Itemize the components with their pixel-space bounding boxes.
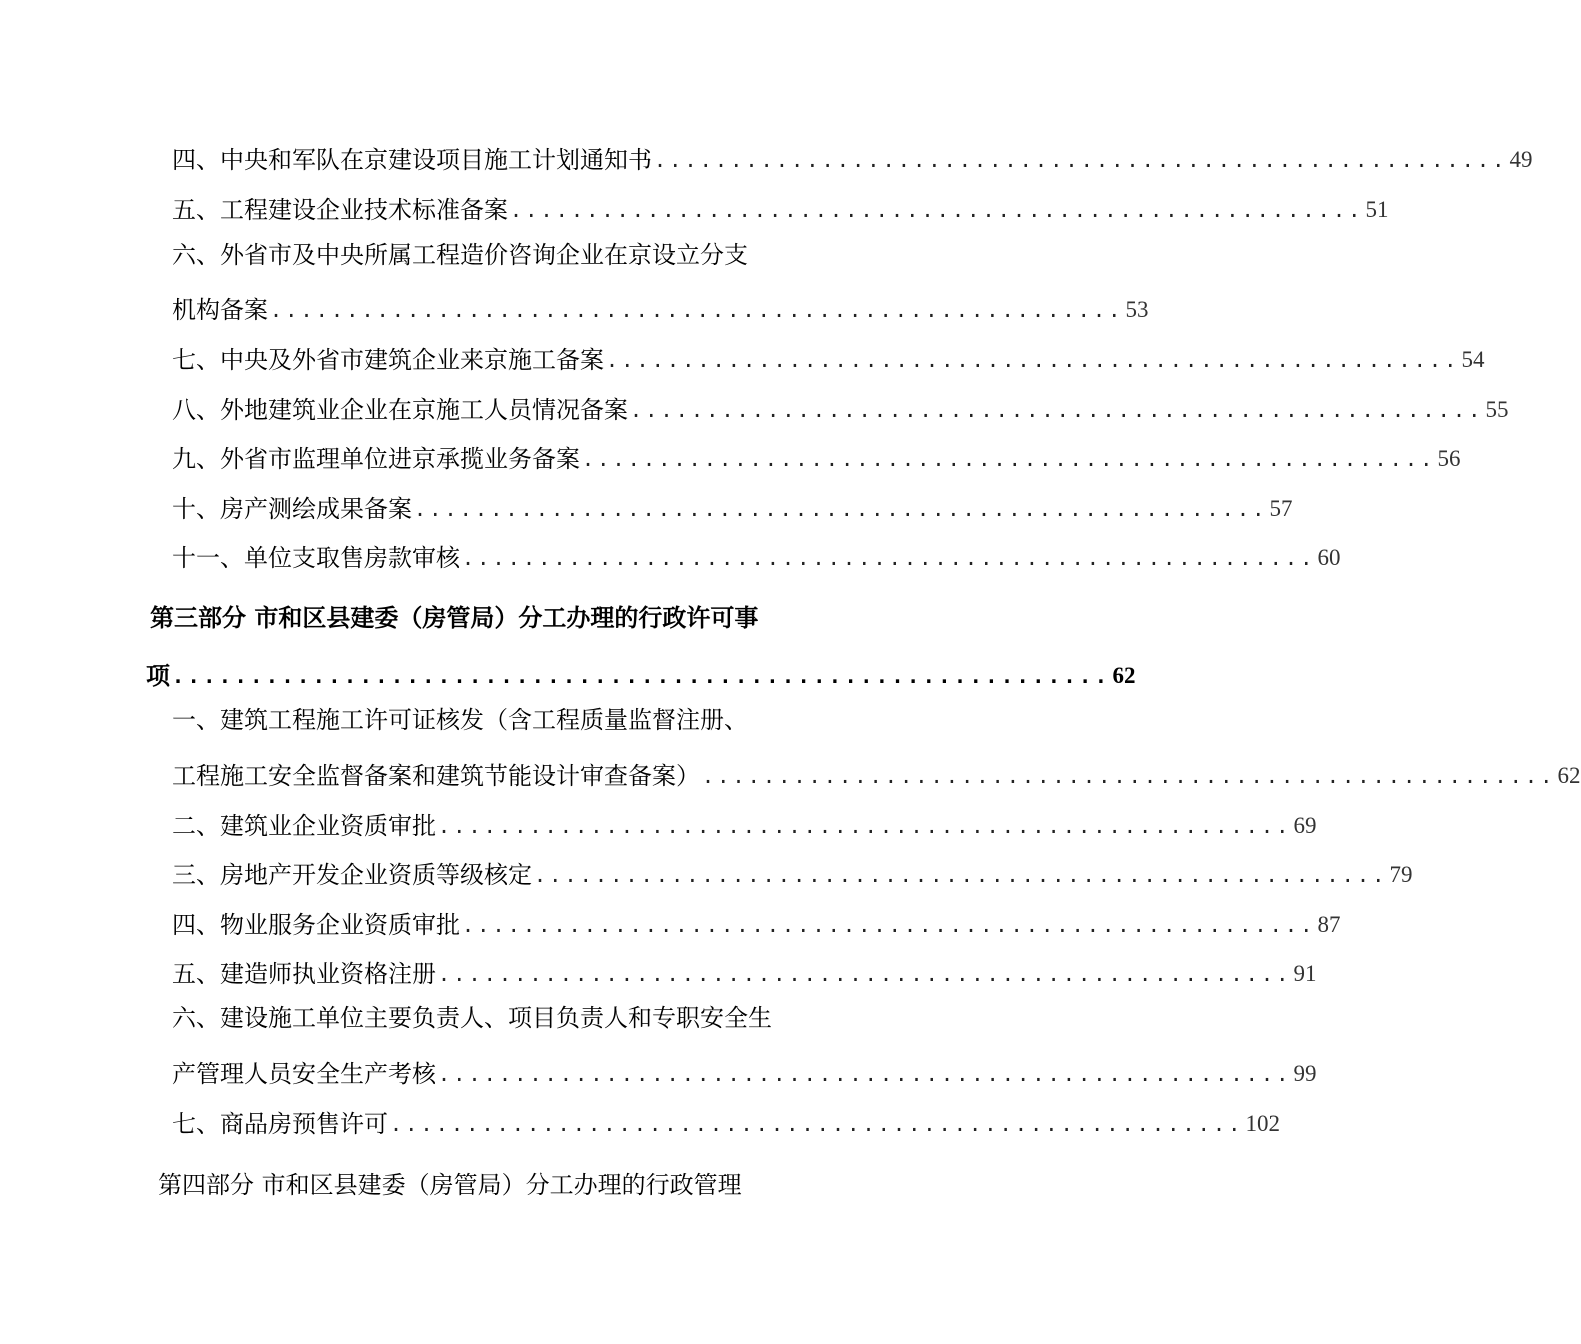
toc-entry[interactable] <box>172 385 1509 425</box>
toc-entry[interactable] <box>172 434 1461 474</box>
toc-entry-title: 四、物业服务企业资质审批 <box>172 911 460 939</box>
dot-leader: ........................................................ <box>510 198 1364 222</box>
dot-leader: ........................................................ <box>582 447 1436 471</box>
toc-entry-page: 62 <box>1557 763 1581 788</box>
dot-leader: ........................................................ <box>438 962 1292 986</box>
toc-entry-title: 五、建造师执业资格注册 <box>172 960 436 988</box>
toc-entry[interactable] <box>172 135 1533 175</box>
toc-entry-title: 工程施工安全监督备案和建筑节能设计审查备案） <box>172 762 700 790</box>
toc-entry[interactable] <box>172 484 1293 524</box>
toc-entry-title: 机构备案 <box>172 296 268 324</box>
toc-entry-page: 99 <box>1293 1061 1317 1086</box>
dot-leader: ........................................................ <box>438 1062 1292 1086</box>
toc-entry[interactable] <box>172 850 1413 890</box>
toc-entry-page: 69 <box>1293 813 1317 838</box>
toc-entry-page: 91 <box>1293 961 1317 986</box>
dot-leader: ........................................................ <box>462 913 1316 937</box>
part-four-heading[interactable]: 第四部分 市和区县建委（房管局）分工办理的行政管理 <box>158 1171 742 1199</box>
dot-leader: ........................................................ <box>438 814 1292 838</box>
toc-entry-title-line[interactable]: 六、外省市及中央所属工程造价咨询企业在京设立分支 <box>172 241 748 269</box>
toc-entry-title: 项 <box>146 661 170 690</box>
toc-entry-page: 56 <box>1437 446 1461 471</box>
toc-entry-title-line[interactable]: 六、建设施工单位主要负责人、项目负责人和专职安全生 <box>172 1004 772 1032</box>
toc-entry-page: 87 <box>1317 912 1341 937</box>
toc-entry[interactable] <box>172 1099 1280 1139</box>
toc-entry-page: 62 <box>1112 663 1136 688</box>
dot-leader: ........................................................ <box>414 497 1268 521</box>
dot-leader: ........................................................ <box>606 348 1460 372</box>
toc-entry[interactable] <box>172 335 1485 375</box>
toc-entry[interactable] <box>172 751 1581 791</box>
toc-entry[interactable] <box>172 185 1389 225</box>
dot-leader: ........................................................ <box>702 764 1556 788</box>
dot-leader: ........................................................ <box>534 863 1388 887</box>
toc-entry-page: 57 <box>1269 496 1293 521</box>
toc-entry-title: 七、中央及外省市建筑企业来京施工备案 <box>172 346 604 374</box>
toc-entry[interactable] <box>172 949 1317 989</box>
toc-entry-title: 九、外省市监理单位进京承揽业务备案 <box>172 445 580 473</box>
toc-entry-title: 五、工程建设企业技术标准备案 <box>172 196 508 224</box>
toc-entry[interactable] <box>172 285 1149 325</box>
dot-leader: ........................................................ <box>630 398 1484 422</box>
dot-leader: ........................................................ <box>270 298 1124 322</box>
dot-leader: ............................................................ <box>172 664 1111 688</box>
dot-leader: ........................................................ <box>462 546 1316 570</box>
toc-entry-page: 55 <box>1485 397 1509 422</box>
toc-entry-page: 54 <box>1461 347 1485 372</box>
toc-entry-title-line[interactable]: 一、建筑工程施工许可证核发（含工程质量监督注册、 <box>172 706 748 734</box>
toc-entry-title: 十、房产测绘成果备案 <box>172 495 412 523</box>
toc-entry-title: 七、商品房预售许可 <box>172 1110 388 1138</box>
toc-entry[interactable] <box>172 1049 1317 1089</box>
toc-entry-title: 十一、单位支取售房款审核 <box>172 544 460 572</box>
toc-entry-title: 四、中央和军队在京建设项目施工计划通知书 <box>172 146 652 174</box>
part-three-heading[interactable]: 第三部分 市和区县建委（房管局）分工办理的行政许可事 <box>150 603 759 632</box>
toc-entry[interactable] <box>172 533 1341 573</box>
toc-entry-title: 产管理人员安全生产考核 <box>172 1060 436 1088</box>
toc-entry-page: 60 <box>1317 545 1341 570</box>
toc-entry-title: 三、房地产开发企业资质等级核定 <box>172 861 532 889</box>
toc-entry-page: 51 <box>1365 197 1389 222</box>
dot-leader: ........................................................ <box>390 1112 1244 1136</box>
toc-entry-page: 53 <box>1125 297 1149 322</box>
toc-entry[interactable] <box>172 801 1317 841</box>
toc-entry-page: 49 <box>1509 147 1533 172</box>
toc-entry-page: 102 <box>1245 1111 1280 1136</box>
toc-entry-page: 79 <box>1389 862 1413 887</box>
toc-part-entry[interactable] <box>146 651 1136 691</box>
dot-leader: ........................................................ <box>654 148 1508 172</box>
toc-entry[interactable] <box>172 900 1341 940</box>
toc-entry-title: 二、建筑业企业资质审批 <box>172 812 436 840</box>
toc-entry-title: 八、外地建筑业企业在京施工人员情况备案 <box>172 396 628 424</box>
